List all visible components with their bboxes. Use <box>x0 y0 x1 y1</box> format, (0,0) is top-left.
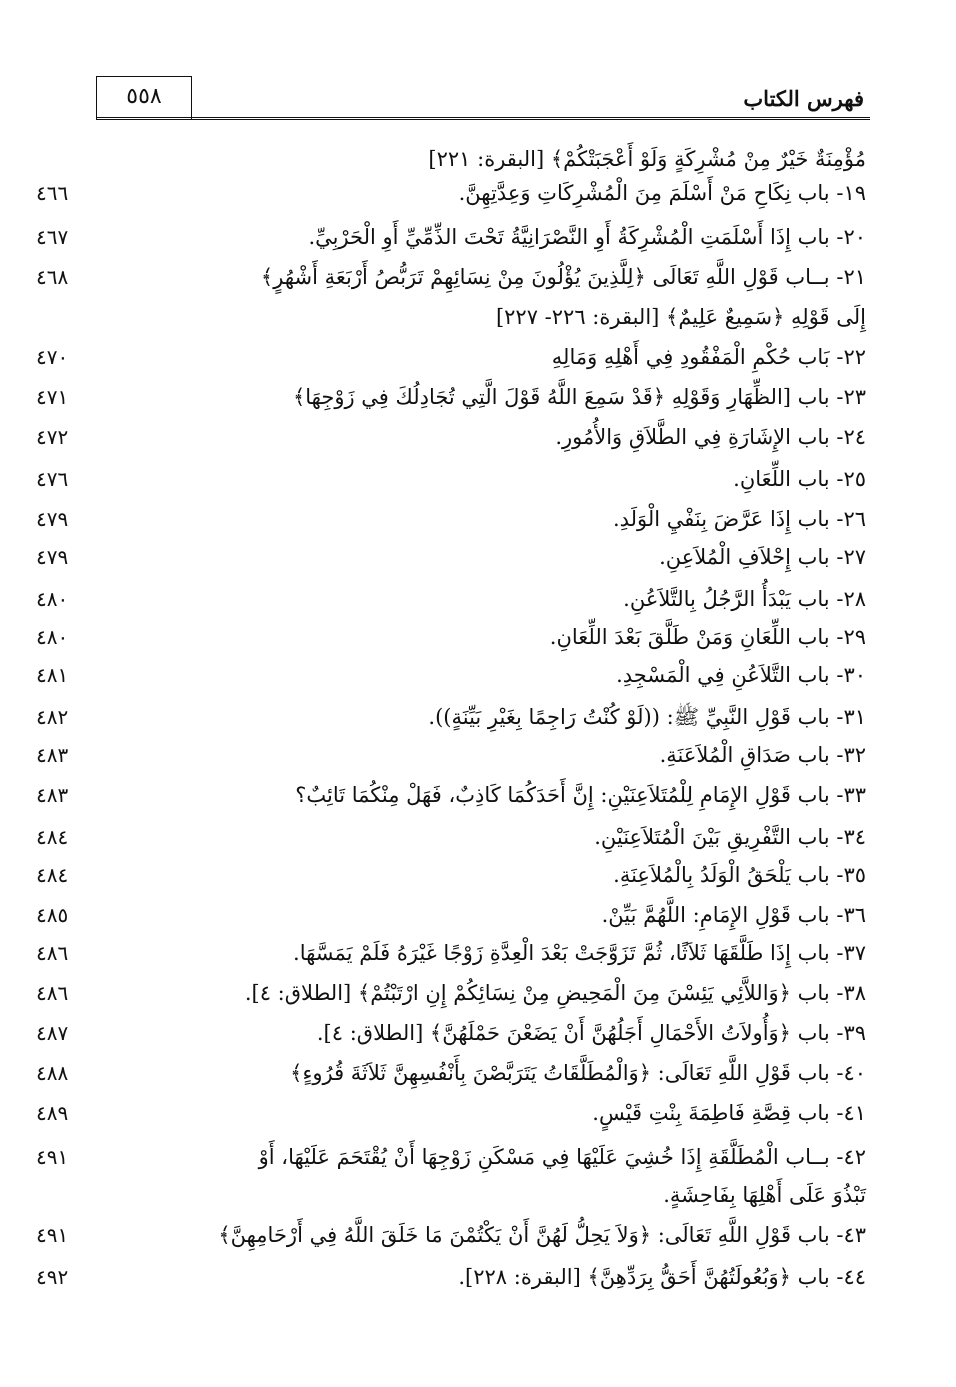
entry-text: ٣٨- باب ﴿وَاللاَّئِي يَئِسْنَ مِنَ الْمَحِيضِ مِنْ نِسَائِكُمْ إِنِ ارْتَبْتُمْ﴾ [الطلاق: ٤]. <box>244 981 866 1005</box>
entry-page: ٤٩١ <box>36 1145 69 1169</box>
entry-text: ٣٥- باب يَلْحَقُ الْوَلَدُ بِالْمُلاَعِنَةِ. <box>613 863 866 887</box>
entry-page: ٤٨٢ <box>36 705 69 729</box>
entry-page: ٤٧٢ <box>36 425 69 449</box>
index-line <box>0 898 956 932</box>
entry-text: ٤٢- بــاب الْمُطَلَّقَةِ إِذَا خُشِيَ عَلَيْهَا فِي مَسْكَنِ زَوْجِهَا أَنْ يُقْتَحَمَ عَلَيْهَا، أَوْ <box>258 1145 866 1169</box>
entry-text: ٢٤- باب الإِشَارَةِ فِي الطَّلاَقِ وَالأُمُورِ. <box>555 425 866 449</box>
index-line <box>0 462 956 496</box>
entry-page: ٤٨٥ <box>36 903 69 927</box>
entry-page: ٤٨٠ <box>36 587 69 611</box>
index-line <box>0 1016 956 1050</box>
entry-text: إِلَى قَوْلِهِ ﴿سَمِيعٌ عَلِيمٌ﴾ [البقرة: ٢٢٦- ٢٢٧] <box>495 305 866 329</box>
entry-text: ٣٦- باب قَوْلِ الإِمَامِ: اللَّهُمَّ بَيِّنْ. <box>601 903 866 927</box>
entry-text: ٢١- بــاب قَوْلِ اللَّهِ تَعَالَى ﴿لِلَّذِينَ يُؤْلُونَ مِنْ نِسَائِهِمْ تَرَبُّصُ أَرْبَعَةِ أَشْهُرٍ﴾ <box>260 265 866 289</box>
entry-text: ٤٠- باب قَوْلِ اللَّهِ تَعَالَى: ﴿وَالْمُطَلَّقَاتُ يَتَرَبَّصْنَ بِأَنْفُسِهِنَّ ثَلاَثَةَ قُرُوءٍ﴾ <box>290 1061 866 1085</box>
entry-page: ٤٨١ <box>36 663 69 687</box>
index-line <box>0 582 956 616</box>
index-line <box>0 1178 956 1212</box>
entry-text: ٣٤- باب التَّفْرِيقِ بَيْنَ الْمُتَلاَعِنَيْنِ. <box>594 825 866 849</box>
index-line <box>0 976 956 1010</box>
running-title: فهرس الكتاب <box>743 86 864 111</box>
entry-page: ٤٨٤ <box>36 863 69 887</box>
entry-page: ٤٨٤ <box>36 825 69 849</box>
index-line <box>0 502 956 536</box>
entry-page: ٤٧٦ <box>36 467 69 491</box>
entry-page: ٤٧٠ <box>36 345 69 369</box>
entry-text: ٢٢- بَاب حُكْمِ الْمَفْقُودِ فِي أَهْلِهِ وَمَالِهِ <box>551 345 866 369</box>
index-line <box>0 820 956 854</box>
page-number: ٥٥٨ <box>126 84 162 109</box>
entry-page: ٤٧٩ <box>36 545 69 569</box>
header-rule <box>96 117 870 120</box>
entry-page: ٤٨٦ <box>36 941 69 965</box>
entry-text: ٢٠- باب إِذَا أَسْلَمَتِ الْمُشْرِكَةُ أَوِ النَّصْرَانِيَّةُ تَحْتَ الذِّمِّيِّ أَوِ الْحَرْبِيِّ. <box>308 225 866 249</box>
entry-page: ٤٩٢ <box>36 1265 69 1289</box>
entry-text: ٤٣- باب قَوْلِ اللَّهِ تَعَالَى: ﴿وَلاَ يَحِلُّ لَهُنَّ أَنْ يَكْتُمْنَ مَا خَلَقَ اللَّهُ فِي أَرْحَامِهِنَّ﴾ <box>218 1223 866 1247</box>
index-line <box>0 1260 956 1294</box>
entry-text: ٢٥- باب اللِّعَانِ. <box>733 467 866 491</box>
index-line <box>0 778 956 812</box>
index-line <box>0 176 956 210</box>
index-line <box>0 700 956 734</box>
index-line <box>0 1056 956 1090</box>
entry-page: ٤٨٨ <box>36 1061 69 1085</box>
index-line <box>0 260 956 294</box>
entry-text: تَبْذُوَ عَلَى أَهْلِهَا بِفَاحِشَةٍ. <box>663 1183 866 1207</box>
index-line <box>0 540 956 574</box>
entry-page: ٤٨٧ <box>36 1021 69 1045</box>
index-line <box>0 936 956 970</box>
entry-page: ٤٨٦ <box>36 981 69 1005</box>
index-line <box>0 220 956 254</box>
index-line <box>0 300 956 334</box>
entry-page: ٤٨٩ <box>36 1101 69 1125</box>
entry-page: ٤٦٧ <box>36 225 69 249</box>
index-line <box>0 858 956 892</box>
entry-text: ٣٧- باب إِذَا طَلَّقَهَا ثَلاَثًا، ثُمَّ تَزَوَّجَتْ بَعْدَ الْعِدَّةِ زَوْجًا غَيْرَهُ فَلَمْ يَمَسَّهَا. <box>293 941 866 965</box>
entry-text: ٢٦- باب إِذَا عَرَّضَ بِنَفْيِ الْوَلَدِ. <box>612 507 866 531</box>
page-header <box>96 76 870 120</box>
entry-page: ٤٧٩ <box>36 507 69 531</box>
entry-text: ٣٠- باب التَّلاَعُنِ فِي الْمَسْجِدِ. <box>616 663 866 687</box>
entry-text: ٣٩- باب ﴿وَأُولاَتُ الأَحْمَالِ أَجَلُهُنَّ أَنْ يَضَعْنَ حَمْلَهُنَّ﴾ [الطلاق: ٤]. <box>316 1021 866 1045</box>
index-line <box>0 1140 956 1174</box>
entry-page: ٤٧١ <box>36 385 69 409</box>
entry-text: ٣٣- باب قَوْلِ الإِمَامِ لِلْمُتَلاَعِنَيْنِ: إِنَّ أَحَدَكُمَا كَاذِبٌ، فَهَلْ مِنْكُمَا تَائِبٌ؟ <box>295 783 866 807</box>
entry-page: ٤٨٣ <box>36 743 69 767</box>
entry-text: ٢٧- باب إِحْلاَفِ الْمُلاَعِنِ. <box>659 545 866 569</box>
index-line <box>0 658 956 692</box>
entry-text: ٤١- باب قِصَّةِ فَاطِمَةَ بِنْتِ قَيْسٍ. <box>592 1101 866 1125</box>
entry-page: ٤٦٨ <box>36 265 69 289</box>
entry-text: ٣١- باب قَوْلِ النَّبِيِّ ﷺ: ((لَوْ كُنْتُ رَاجِمًا بِغَيْرِ بَيِّنَةٍ)). <box>428 705 866 729</box>
entry-text: ٢٩- باب اللِّعَانِ وَمَنْ طَلَّقَ بَعْدَ اللِّعَانِ. <box>549 625 866 649</box>
entry-text: مُؤْمِنَةٌ خَيْرٌ مِنْ مُشْرِكَةٍ وَلَوْ أَعْجَبَتْكُمْ﴾ [البقرة: ٢٢١] <box>428 147 866 171</box>
entry-text: ٣٢- باب صَدَاقِ الْمُلاَعَنَةِ. <box>659 743 866 767</box>
entry-page: ٤٨٣ <box>36 783 69 807</box>
index-line <box>0 620 956 654</box>
index-line <box>0 340 956 374</box>
entry-page: ٤٨٠ <box>36 625 69 649</box>
entry-page: ٤٩١ <box>36 1223 69 1247</box>
index-line <box>0 1096 956 1130</box>
index-line <box>0 420 956 454</box>
index-line <box>0 142 956 176</box>
entry-text: ١٩- باب نِكَاحِ مَنْ أَسْلَمَ مِنَ الْمُشْرِكَاتِ وَعِدَّتِهِنَّ. <box>458 181 866 205</box>
index-line <box>0 1218 956 1252</box>
index-line <box>0 380 956 414</box>
entry-text: ٤٤- باب ﴿وَبُعُولَتُهُنَّ أَحَقُّ بِرَدِّهِنَّ﴾ [البقرة: ٢٢٨]. <box>458 1265 866 1289</box>
entry-text: ٢٨- باب يَبْدَأُ الرَّجُلُ بِالتَّلاَعُنِ. <box>623 587 866 611</box>
index-line <box>0 738 956 772</box>
entry-text: ٢٣- باب [الظِّهَارِ وَقَوْلِهِ ﴿قَدْ سَمِعَ اللَّهُ قَوْلَ الَّتِي تُجَادِلُكَ فِي زَوْجِهَا﴾ <box>292 385 866 409</box>
entry-page: ٤٦٦ <box>36 181 69 205</box>
